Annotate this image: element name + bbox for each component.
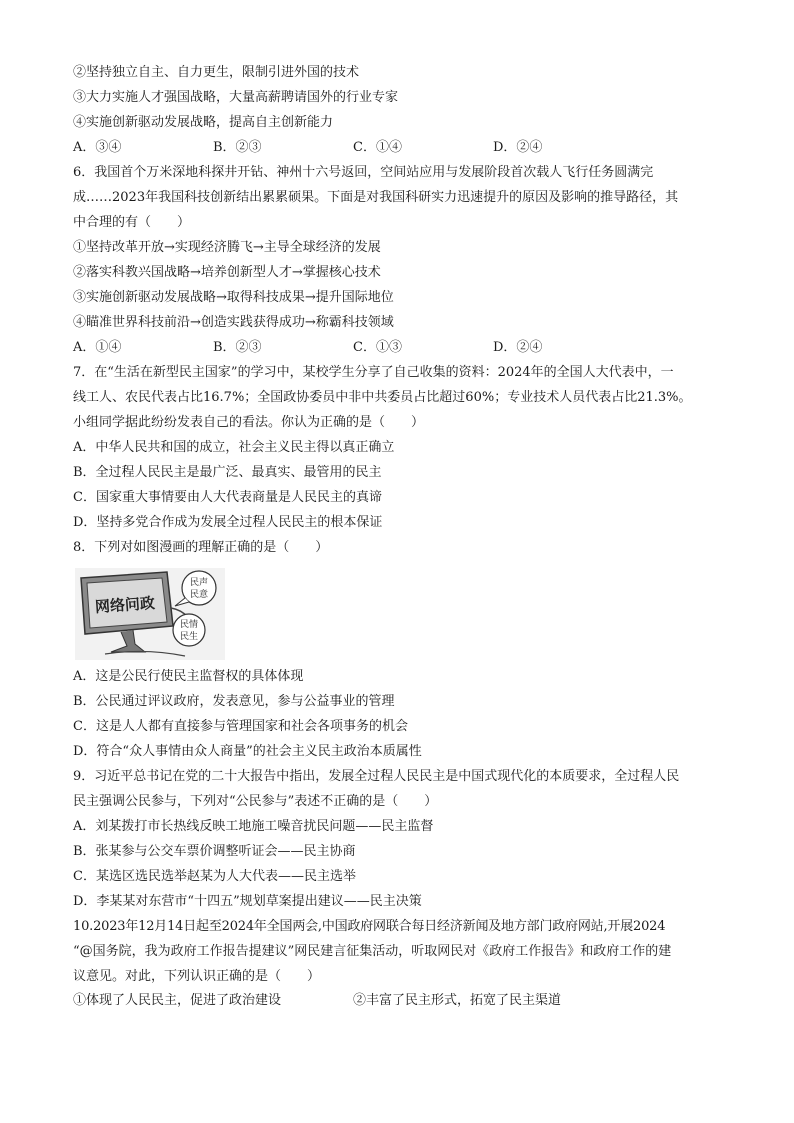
q9-choice-b[interactable]: B．张某参与公交车票价调整听证会——民主协商 [73, 844, 356, 859]
q6-item-4: ④瞄准世界科技前沿→创造实践获得成功→称霸科技领域 [73, 315, 394, 330]
cartoon-image [75, 568, 225, 660]
q10-item-2: ②丰富了民主形式，拓宽了民主渠道 [353, 993, 562, 1008]
q10-stem-line-3: 议意见。对此，下列认识正确的是（ ） [73, 969, 321, 984]
q9-choice-c[interactable]: C．某选区选民选举赵某为人大代表——民主选举 [73, 869, 356, 884]
q5-item-2: ②坚持独立自主、自力更生，限制引进外国的技术 [73, 65, 360, 80]
q5-option-c[interactable]: C．①④ [353, 140, 402, 155]
q8-choice-c[interactable]: C．这是人人都有直接参与管理国家和社会各项事务的机会 [73, 719, 408, 734]
bubble-2-line-2: 民生 [179, 632, 199, 642]
q5-item-4: ④实施创新驱动发展战略，提高自主创新能力 [73, 115, 334, 130]
bubble-1-line-2: 民意 [189, 590, 209, 600]
bubble-2-line-1: 民情 [179, 620, 199, 630]
speech-bubble-2 [173, 614, 205, 646]
q6-item-1: ①坚持改革开放→实现经济腾飞→主导全球经济的发展 [73, 240, 381, 255]
q6-stem-line-3: 中合理的有（ ） [73, 215, 191, 230]
q7-stem-line-1: 7．在“生活在新型民主国家”的学习中，某校学生分享了自己收集的资料：2024年的全国人大代表中，一 [73, 365, 674, 380]
cartoon-screen-text: 网络问政 [94, 593, 156, 617]
q6-option-d[interactable]: D．②④ [493, 340, 543, 355]
q8-choice-d[interactable]: D．符合“众人事情由众人商量”的社会主义民主政治本质属性 [73, 744, 422, 759]
q9-choice-a[interactable]: A．刘某拨打市长热线反映工地施工噪音扰民问题——民主监督 [73, 819, 434, 834]
q5-option-a[interactable]: A．③④ [73, 140, 122, 155]
q7-stem-line-2: 线工人、农民代表占比16.7%；全国政协委员中非中共委员占比超过60%；专业技术人员代表占比21.3%。 [73, 390, 692, 405]
q9-choice-d[interactable]: D．李某某对东营市“十四五”规划草案提出建议——民主决策 [73, 894, 422, 909]
q10-stem-line-2: “@国务院，我为政府工作报告提建议”网民建言征集活动，听取网民对《政府工作报告》和政府工作的建 [73, 944, 672, 959]
q7-stem-line-3: 小组同学据此纷纷发表自己的看法。你认为正确的是（ ） [73, 415, 425, 430]
q6-options [73, 339, 733, 357]
q10-stem-line-1: 10.2023年12月14日起至2024年全国两会,中国政府网联合每日经济新闻及地方部门政府网站,开展2024 [73, 919, 666, 934]
q6-option-c[interactable]: C．①③ [353, 340, 402, 355]
q8-choice-a[interactable]: A．这是公民行使民主监督权的具体体现 [73, 669, 304, 684]
q9-stem-line-2: 民主强调公民参与，下列对“公民参与”表述不正确的是（ ） [73, 794, 438, 809]
q10-items-row [73, 992, 733, 1010]
bubble-1-line-1: 民声 [189, 578, 209, 588]
q6-option-a[interactable]: A．①④ [73, 340, 122, 355]
q6-stem-line-1: 6．我国首个万米深地科探井开钻、神州十六号返回，空间站应用与发展阶段首次载人飞行任务圆满完 [73, 165, 654, 180]
q8-choice-b[interactable]: B．公民通过评议政府，发表意见，参与公益事业的管理 [73, 694, 395, 709]
q5-options [73, 139, 733, 157]
q6-stem-line-2: 成……2023年我国科技创新结出累累硕果。下面是对我国科研实力迅速提升的原因及影响的推导路径，其 [73, 190, 679, 205]
q9-stem-line-1: 9．习近平总书记在党的二十大报告中指出，发展全过程人民民主是中国式现代化的本质要求，全过程人民 [73, 769, 680, 784]
q5-item-3: ③大力实施人才强国战略，大量高薪聘请国外的行业专家 [73, 90, 399, 105]
q7-choice-d[interactable]: D．坚持多党合作成为发展全过程人民民主的根本保证 [73, 515, 383, 530]
q5-option-d[interactable]: D．②④ [493, 140, 543, 155]
q6-item-3: ③实施创新驱动发展战略→取得科技成果→提升国际地位 [73, 290, 394, 305]
q7-choice-c[interactable]: C．国家重大事情要由人大代表商量是人民民主的真谛 [73, 490, 382, 505]
q5-option-b[interactable]: B．②③ [213, 140, 262, 155]
q7-choice-b[interactable]: B．全过程人民民主是最广泛、最真实、最管用的民主 [73, 465, 382, 480]
q6-option-b[interactable]: B．②③ [213, 340, 262, 355]
q10-item-1: ①体现了人民民主，促进了政治建设 [73, 993, 282, 1008]
q7-choice-a[interactable]: A．中华人民共和国的成立，社会主义民主得以真正确立 [73, 440, 395, 455]
q6-item-2: ②落实科教兴国战略→培养创新型人才→掌握核心技术 [73, 265, 381, 280]
q8-stem: 8．下列对如图漫画的理解正确的是（ ） [73, 540, 329, 555]
